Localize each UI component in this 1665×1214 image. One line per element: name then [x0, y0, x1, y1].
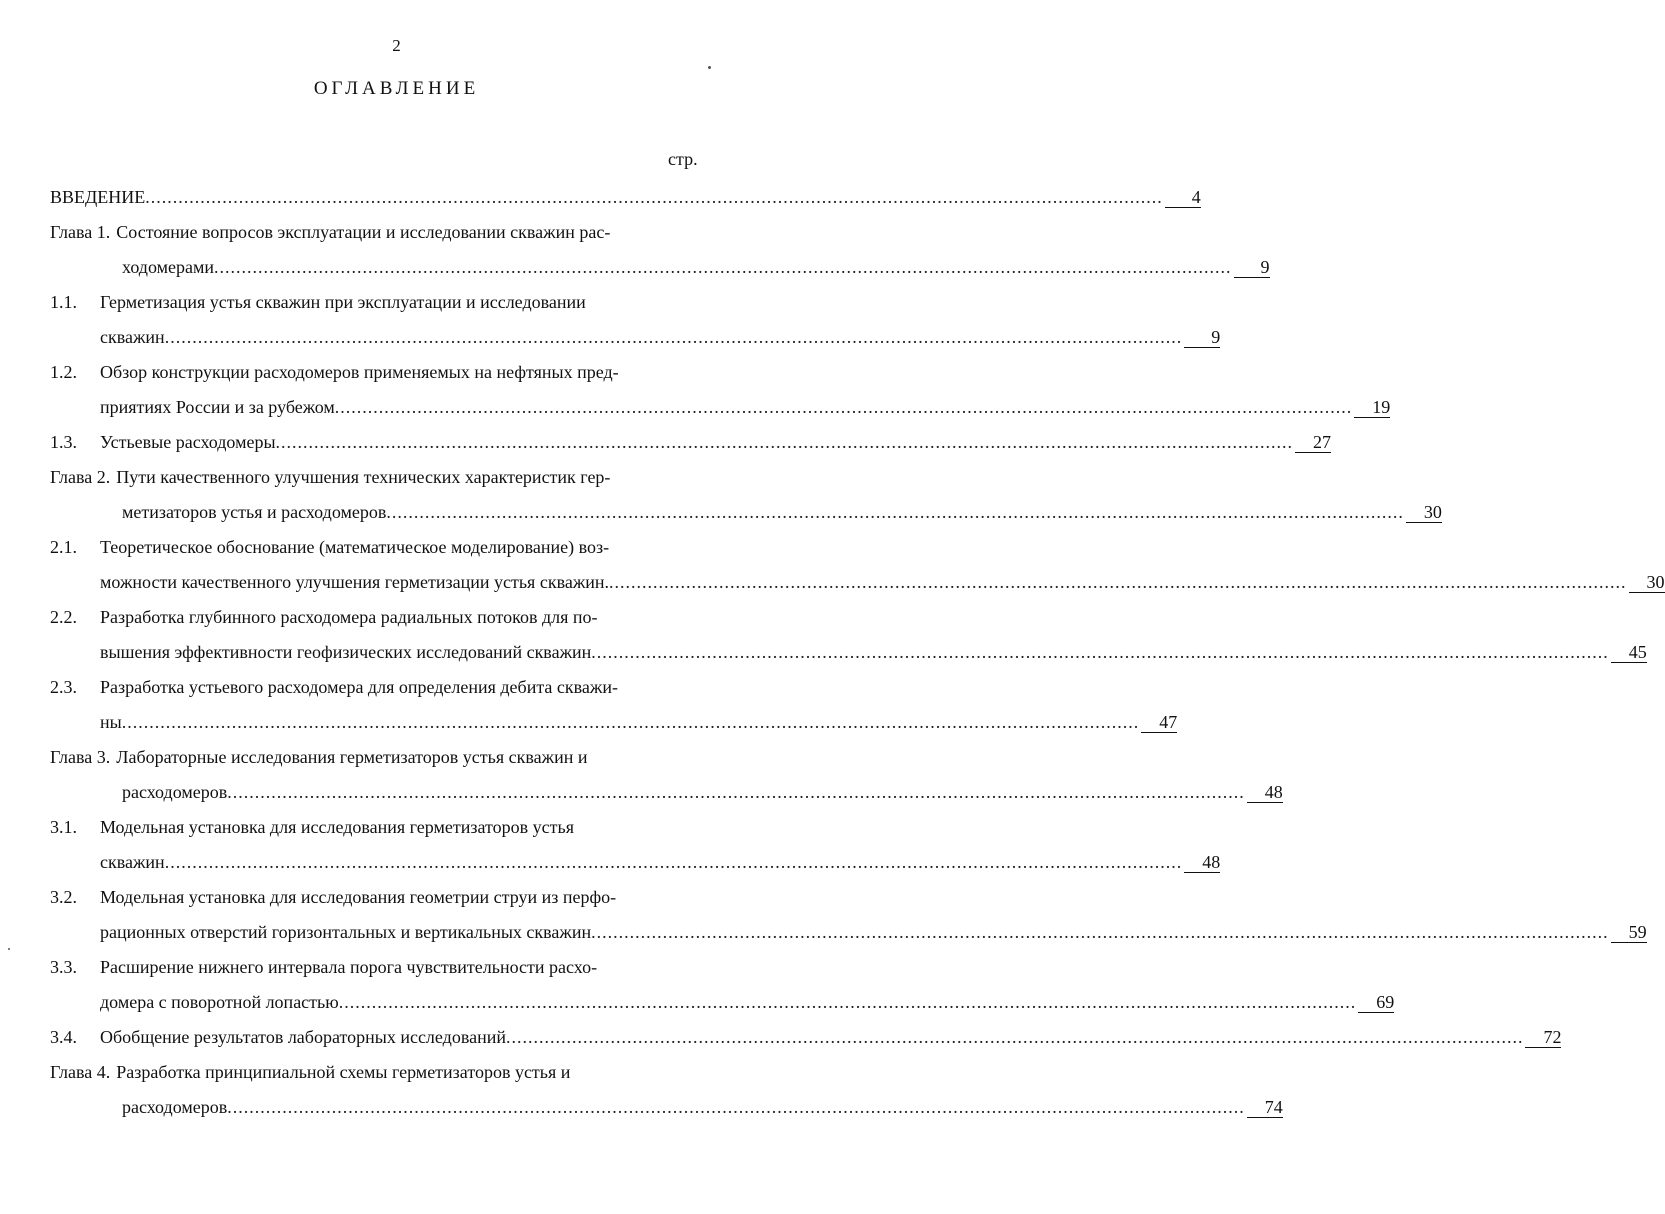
toc-entry-number: 3.4. — [50, 1027, 77, 1047]
toc-entry-text: Теоретическое обоснование (математическое моделирование) воз- — [100, 537, 610, 557]
table-of-contents — [50, 180, 1665, 1125]
toc-entry-number: Глава 3. — [50, 747, 111, 767]
toc-entry-text: Лабораторные исследования герметизаторов устья скважин и — [116, 747, 588, 767]
toc-entry-page: 30 — [1629, 572, 1665, 593]
toc-entry-text: Обзор конструкции расходомеров применяемых на нефтяных пред- — [100, 362, 619, 382]
toc-entry-text: можности качественного улучшения герметизации устья скважин. — [100, 572, 610, 592]
toc-entry-text: Разработка принципиальной схемы герметизаторов устья и — [116, 1062, 571, 1082]
toc-entry-number: 3.2. — [50, 887, 77, 907]
toc-entry-text: Пути качественного улучшения технических характеристик гер- — [116, 467, 611, 487]
toc-entry-number: Глава 1. — [50, 222, 111, 242]
toc-entry — [50, 215, 1270, 285]
toc-entry-text: домера с поворотной лопастью — [100, 992, 339, 1012]
dot-leader — [591, 915, 1609, 950]
toc-entry — [50, 1055, 1283, 1125]
dot-leader — [506, 1020, 1524, 1055]
toc-entry-page: 48 — [1184, 852, 1220, 873]
dot-leader — [165, 320, 1183, 355]
toc-entry-text: ВВЕДЕНИЕ — [50, 187, 146, 207]
toc-entry-page: 47 — [1141, 712, 1177, 733]
toc-entry-text: Обобщение результатов лабораторных исследований — [100, 1027, 506, 1047]
toc-entry-number: 1.3. — [50, 432, 77, 452]
toc-entry-number: Глава 2. — [50, 467, 111, 487]
toc-entry-page: 27 — [1295, 432, 1331, 453]
toc-entry — [50, 285, 1221, 355]
toc-entry-page: 72 — [1525, 1027, 1561, 1048]
toc-entry-text: Расширение нижнего интервала порога чувствительности расхо- — [100, 957, 598, 977]
toc-entry-text: Модельная установка для исследования герметизаторов устья — [100, 817, 575, 837]
toc-entry-page: 69 — [1358, 992, 1394, 1013]
toc-entry-page: 59 — [1611, 922, 1647, 943]
toc-entry — [50, 1020, 1562, 1055]
page-number: 2 — [392, 36, 401, 55]
toc-entry — [50, 425, 1332, 460]
toc-entry — [50, 950, 1395, 1020]
dot-leader — [227, 1090, 1245, 1125]
toc-entry-text: Устьевые расходомеры — [100, 432, 276, 452]
toc-entry-page: 19 — [1354, 397, 1390, 418]
toc-entry — [50, 600, 1647, 670]
toc-entry-text: Разработка глубинного расходомера радиальных потоков для по- — [100, 607, 598, 627]
toc-entry-text: приятиях России и за рубежом — [100, 397, 335, 417]
scan-speck — [8, 948, 10, 950]
toc-entry — [50, 530, 1665, 600]
toc-entry — [50, 460, 1442, 530]
toc-entry-text: скважин — [100, 852, 165, 872]
toc-entry-text: ны — [100, 712, 122, 732]
toc-entry-text: вышения эффективности геофизических исследований скважин — [100, 642, 592, 662]
toc-entry-text: Модельная установка для исследования геометрии струи из перфо- — [100, 887, 617, 907]
toc-entry-number: Глава 4. — [50, 1062, 111, 1082]
toc-entry-text: расходомеров — [122, 782, 228, 802]
dot-leader — [339, 985, 1357, 1020]
dot-leader — [276, 425, 1294, 460]
toc-entry-text: ходомерами — [122, 257, 215, 277]
toc-entry-text: Состояние вопросов эксплуатации и исследовании скважин рас- — [116, 222, 611, 242]
toc-entry-page: 45 — [1611, 642, 1647, 663]
dot-leader — [591, 635, 1609, 670]
toc-entry-number: 1.2. — [50, 362, 77, 382]
dot-leader — [609, 565, 1627, 600]
toc-entry-text: Разработка устьевого расходомера для определения дебита скважи- — [100, 677, 618, 697]
toc-entry-number: 3.1. — [50, 817, 77, 837]
dot-leader — [145, 180, 1163, 215]
toc-entry — [50, 180, 1201, 215]
toc-entry — [50, 880, 1647, 950]
dot-leader — [214, 250, 1232, 285]
toc-entry-page: 48 — [1247, 782, 1283, 803]
toc-entry-page: 30 — [1406, 502, 1442, 523]
toc-entry-text: рационных отверстий горизонтальных и вертикальных скважин — [100, 922, 592, 942]
toc-entry-number: 1.1. — [50, 292, 77, 312]
toc-entry — [50, 740, 1283, 810]
toc-entry-page: 74 — [1247, 1097, 1283, 1118]
toc-entry-page: 9 — [1234, 257, 1270, 278]
toc-entry — [50, 670, 1178, 740]
toc-entry-text: скважин — [100, 327, 165, 347]
dot-leader — [335, 390, 1353, 425]
dot-leader — [165, 845, 1183, 880]
toc-entry-text: Герметизация устья скважин при эксплуатации и исследовании — [100, 292, 586, 312]
toc-entry-number: 3.3. — [50, 957, 77, 977]
scan-speck — [708, 66, 711, 69]
toc-entry-page: 4 — [1165, 187, 1201, 208]
toc-entry-text: метизаторов устья и расходомеров — [122, 502, 387, 522]
toc-entry — [50, 355, 1391, 425]
dot-leader — [227, 775, 1245, 810]
page-column-label: стр. — [668, 149, 698, 169]
toc-entry-number: 2.3. — [50, 677, 77, 697]
toc-entry-number: 2.1. — [50, 537, 77, 557]
toc-entry — [50, 810, 1221, 880]
dot-leader — [122, 705, 1140, 740]
toc-entry-number: 2.2. — [50, 607, 77, 627]
dot-leader — [386, 495, 1404, 530]
toc-entry-page: 9 — [1184, 327, 1220, 348]
toc-entry-text: расходомеров — [122, 1097, 228, 1117]
page-title: ОГЛАВЛЕНИЕ — [313, 78, 480, 99]
